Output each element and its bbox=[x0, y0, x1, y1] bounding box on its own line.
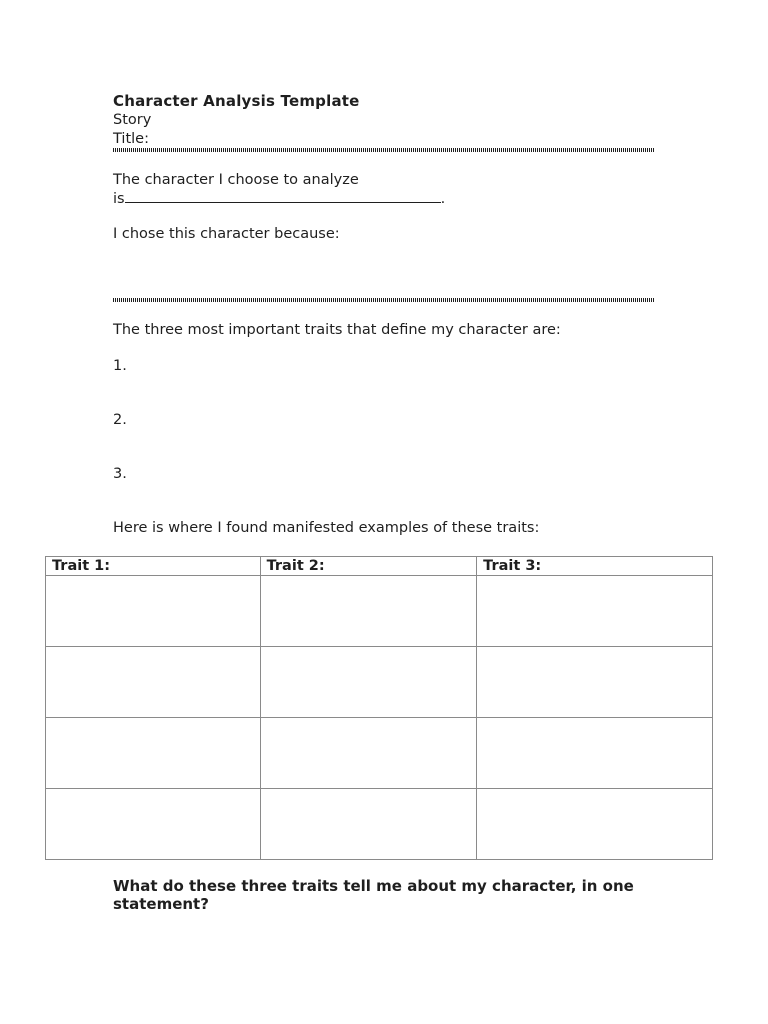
table-cell[interactable] bbox=[260, 789, 477, 860]
table-row bbox=[46, 789, 713, 860]
table-row bbox=[46, 718, 713, 789]
table-header-row bbox=[46, 557, 713, 576]
table-cell[interactable] bbox=[260, 718, 477, 789]
document-heading: Character Analysis Template bbox=[113, 92, 360, 110]
traits-intro: The three most important traits that define my character are: bbox=[113, 322, 561, 338]
table-cell[interactable] bbox=[46, 576, 261, 647]
table-cell[interactable] bbox=[46, 647, 261, 718]
table-cell[interactable] bbox=[477, 576, 713, 647]
table-cell[interactable] bbox=[477, 789, 713, 860]
trait-list-item-1: 1. bbox=[113, 358, 127, 374]
story-label: Story bbox=[113, 112, 152, 128]
title-answer-rule bbox=[113, 148, 655, 152]
character-prompt-period: . bbox=[440, 191, 446, 207]
table-header-trait-2: Trait 2: bbox=[260, 557, 477, 576]
title-label: Title: bbox=[113, 131, 149, 147]
character-name-blank bbox=[125, 189, 441, 203]
table-cell[interactable] bbox=[260, 647, 477, 718]
examples-intro: Here is where I found manifested examples of these traits: bbox=[113, 520, 540, 536]
character-prompt-line-1: The character I choose to analyze bbox=[113, 172, 359, 188]
summary-question: What do these three traits tell me about my character, in one statement? bbox=[113, 877, 634, 913]
table-cell[interactable] bbox=[260, 576, 477, 647]
table-row bbox=[46, 576, 713, 647]
table-cell[interactable] bbox=[477, 718, 713, 789]
table-header-trait-3: Trait 3: bbox=[477, 557, 713, 576]
table-cell[interactable] bbox=[477, 647, 713, 718]
title-label-line bbox=[113, 129, 149, 148]
trait-list-item-2: 2. bbox=[113, 412, 127, 428]
table-cell[interactable] bbox=[46, 718, 261, 789]
table-header-trait-1: Trait 1: bbox=[46, 557, 261, 576]
chose-because-prompt: I chose this character because: bbox=[113, 226, 340, 242]
traits-examples-table bbox=[45, 556, 713, 860]
character-prompt-is: is bbox=[113, 191, 125, 207]
trait-list-item-3: 3. bbox=[113, 466, 127, 482]
reason-answer-rule bbox=[113, 298, 655, 302]
table-cell[interactable] bbox=[46, 789, 261, 860]
table-row bbox=[46, 647, 713, 718]
character-prompt-line-2 bbox=[113, 189, 445, 208]
